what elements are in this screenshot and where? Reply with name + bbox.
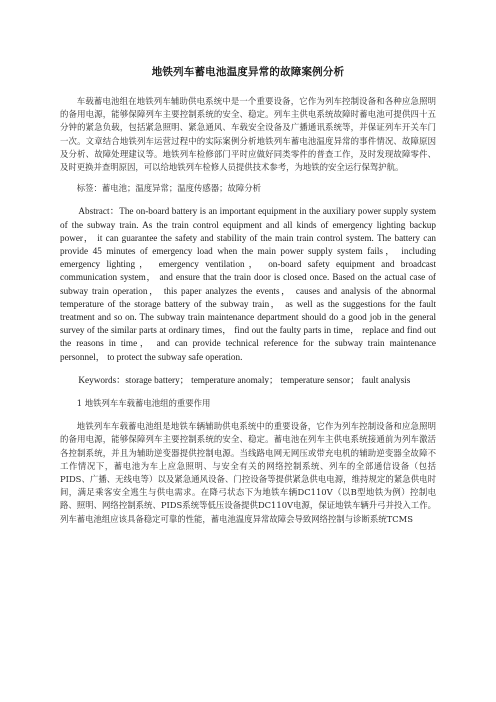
- section-1-heading: 1 地铁列车车载蓄电池组的重要作用: [76, 398, 211, 409]
- document-page: [60, 64, 436, 526]
- abstract-chinese: 车载蓄电池组在地铁列车辅助供电系统中是一个重要设备，它作为列车控制设备和各种应急照明的备用电源，能够保障列车主要控制系统的安全、稳定。列车主供电系统故障时蓄电池可提供四十五分钟的紧急负载，包括紧急照明、紧急通风、车载安全设备及广播通讯系统等，并保证列车开关车门一次。文章结合地铁列车运营过程中的实际案例分析地铁列车蓄电池温度异常的事件情况、故障原因及分析、故障处理建议等。地铁列车检修部门平时应做好同类零件的普查工作，及时发现故障零件、及时更换并查明原因，可以给地铁列车检修人员提供技术参考，为地铁的安全运行保驾护航。: [60, 96, 436, 173]
- keywords-chinese: 蓄电池；温度异常；温度传感器；故障分析: [101, 183, 262, 194]
- keywords-chinese-label: 标签：: [76, 183, 102, 194]
- abstract-english: [60, 205, 436, 363]
- keywords-chinese-line: [60, 182, 436, 195]
- section-1-body: 地铁列车车载蓄电池组是地铁车辆辅助供电系统中的重要设备，它作为列车控制设备和应急照明的备用电源，能够保障列车主要控制系统的安全、稳定。蓄电池在列车主供电系统接通前为列车激活各控制系统，并且为辅助逆变器提供控制电源。当线路电网无网压或带充电机的辅助逆变器全故障不工作情况下，蓄电池为车上应急照明、与安全有关的网络控制系统、列车的全部通信设备（包括PIDS、广播、无线电等）以及紧急通风设备、门控设备等提供紧急供电电源，维持规定的紧急供电时间，满足乘客安全逃生与供电需求。在降弓状态下为地铁车辆DC110V（以B型地铁为例）控制电路、照明、网络控制系统、PIDS系统等低压设备提供DC110V电源，保证地铁车辆升弓并投入工作。列车蓄电池组应该具备稳定可靠的性能，蓄电池温度异常故障会导致网络控制与诊断系统TCMS: [60, 421, 436, 524]
- keywords-english-label: Keywords：: [78, 374, 126, 385]
- abstract-english-text: The on-board battery is an important equipment in the auxiliary power supply system of the subway train. As the train control equipment and all kinds of emergency lighting backup power， it can guarantee the safety and stability of the main train control system. The battery can provide 45 minutes of emergency load when the main power supply system fails， including emergency lighting， emergency ventilation， on-board safety equipment and broadcast communication system， and ensure that the train door is closed once. Based on the actual case of subway train operation， this paper analyzes the events， causes and analysis of the abnormal temperature of the storage battery of the subway train， as well as the suggestions for the fault treatment and so on. The subway train maintenance department should do a good job in the general survey of the similar parts at ordinary times， find out the faulty parts in time， replace and find out the reasons in time， and can provide technical reference for the subway train maintenance personnel， to protect the subway safe operation.: [60, 206, 436, 362]
- keywords-english: storage battery； temperature anomaly； temperature sensor； fault analysis: [125, 374, 411, 385]
- document-title: 地铁列车蓄电池温度异常的故障案例分析: [151, 66, 345, 78]
- keywords-english-line: [60, 374, 436, 387]
- abstract-english-label: Abstract：: [78, 206, 120, 217]
